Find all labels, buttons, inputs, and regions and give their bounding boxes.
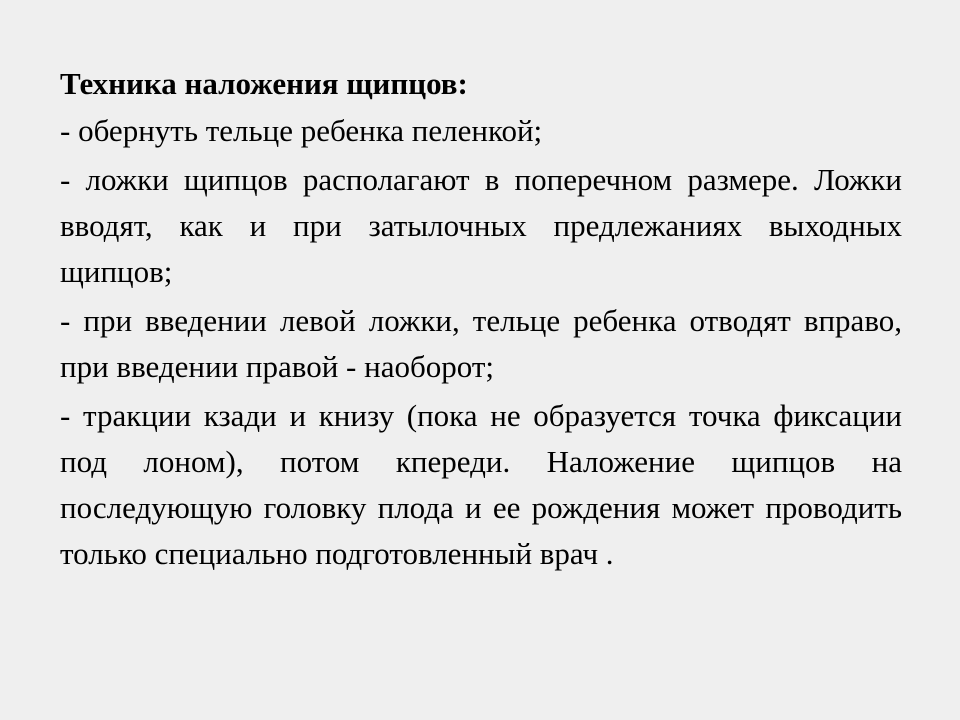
list-item: - при введении левой ложки, тельце ребенка отводят вправо, при введении правой - наоборот; [60, 303, 902, 384]
list-item: - ложки щипцов располагают в поперечном размере. Ложки вводят, как и при затылочных предлежаниях выходных щипцов; [60, 162, 902, 289]
slide-title: Техника наложения щипцов: [60, 66, 468, 101]
list-item: - обернуть тельце ребенка пеленкой; [60, 113, 543, 148]
slide-content [60, 61, 902, 580]
list-item: - тракции кзади и книзу (пока не образуется точка фиксации под лоном), потом кпереди. Наложение щипцов на последующую головку плода и ее рождения может проводить только специально подготовленный врач . [60, 398, 902, 571]
